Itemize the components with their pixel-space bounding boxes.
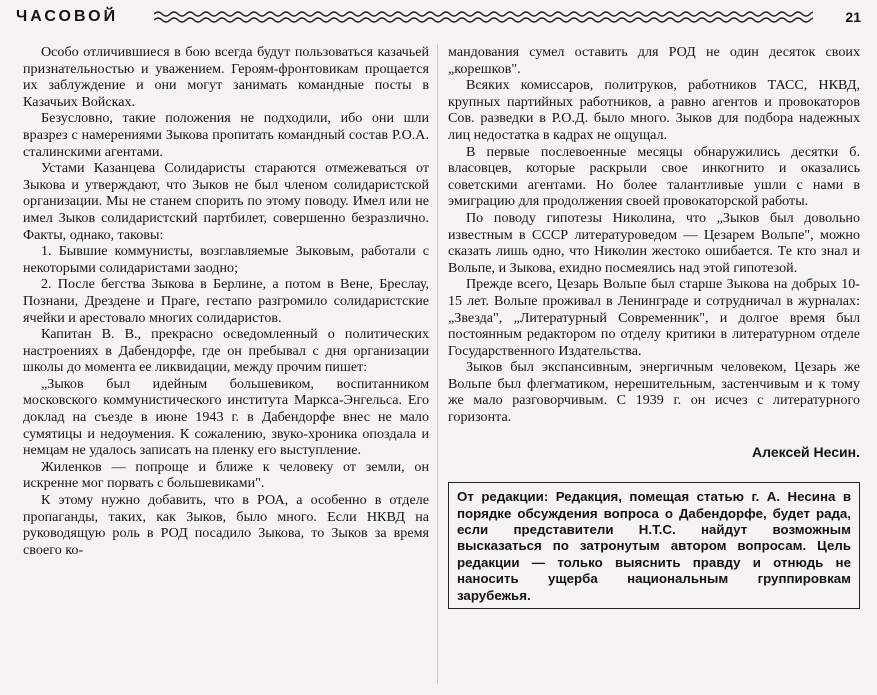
wavy-header-rule <box>154 9 813 25</box>
paragraph: Зыков был экспансивным, энергичным человеком, Цезарь же Вольпе был флегматиком, нерешительным, застенчивым и к тому же мало разговорчивым. С 1939 г. он исчез с литературного горизонта. <box>448 359 860 426</box>
quoted-paragraph: Жиленков — попроще и ближе к человеку от земли, он искренне мог порвать с большевиками". <box>23 458 429 492</box>
paragraph: По поводу гипотезы Николина, что „Зыков был довольно известным в СССР литературоведом — Цезарем Вольпе", можно сказать лишь одно, что Николин жестоко ошибается. Те кто знал и Вольпе, и Зыкова, ехидно посмеялись над этой гипотезой. <box>448 209 860 276</box>
masthead-title: ЧАСОВОЙ <box>16 8 119 25</box>
paragraph: 2. После бегства Зыкова в Берлине, а потом в Вене, Бреслау, Познани, Дрездене и Праге, гестапо разгромило солидаристские ячейки и арестовало многих солидаристов. <box>23 276 429 326</box>
author-signature: Алексей Несин. <box>752 443 860 460</box>
quoted-paragraph: „Зыков был идейным большевиком, воспитанником московского коммунистического института Маркса-Энгельса. Его доклад на съезде в июне 1943 г. в Дабендорфе внес не мало сумятицы и недоумения. К сожалению, звуко-хроника опоздала и немцам не удалось записать на пленку его выступление. <box>23 375 429 459</box>
editorial-text: Редакция, помещая статью г. А. Несина в порядке обсуждения вопроса о Дабендорфе, будет рада, если представители Н.Т.С. найдут возможным высказаться по затронутым автором вопросам. Цель редакции — только выяснить правду и отнюдь не наносить ущерба национальным группировкам зарубежья. <box>457 489 852 603</box>
paragraph: Прежде всего, Цезарь Вольпе был старше Зыкова на добрых 10-15 лет. Вольпе проживал в Ленинграде и сотрудничал в журналах: „Звезда", „Литературный Современник", и долгое время был постоянным редактором по отделу критики в литературном отделе Государственного Издательства. <box>448 276 860 359</box>
editorial-note <box>448 482 860 609</box>
right-column <box>448 44 860 609</box>
column-divider <box>437 44 438 684</box>
left-column <box>23 44 429 558</box>
paragraph: Особо отличившиеся в бою всегда будут пользоваться казачьей признательностью и уважением. Героям-фронтовикам прощается их заблуждение и они могут занимать командные посты в Казачьих Войсках. <box>23 44 429 110</box>
page-header <box>16 5 861 29</box>
paragraph: В первые послевоенные месяцы обнаружились десятки б. власовцев, которые раскрыли свое инкогнито и оказались советскими агентами. Но более талантливые ушли с нами в эмиграцию для продолжения своей провокаторской работы. <box>448 143 860 210</box>
paragraph-continuation: мандования сумел оставить для РОД не один десяток своих „корешков". <box>448 44 860 77</box>
paragraph: 1. Бывшие коммунисты, возглавляемые Зыковым, работали с некоторыми солидаристами заодно; <box>23 243 429 276</box>
paragraph: Устами Казанцева Солидаристы стараются отмежеваться от Зыкова и утверждают, что Зыков не был членом солидаристской организации. Мы не станем спорить по этому поводу. Имел или не имел Зыков солидаристский партбилет, совершенно безразлично. Факты, однако, таковы: <box>23 160 429 243</box>
paragraph: Капитан В. В., прекрасно осведомленный о политических настроениях в Дабендорфе, где он пребывал с дня организации школы до момента ее ликвидации, между прочим пишет: <box>23 326 429 376</box>
paragraph: К этому нужно добавить, что в РОА, а особенно в отделе пропаганды, таких, как Зыков, было много. Если НКВД на руководящую роль в РОД посадило Зыкова, то Зыков за время своего ко- <box>23 492 429 558</box>
editorial-label: От редакции: <box>457 489 549 505</box>
paragraph: Безусловно, такие положения не подходили, ибо они шли вразрез с намерениями Зыкова пропитать командный состав Р.О.А. сталинскими агентами. <box>23 110 429 160</box>
paragraph: Всяких комиссаров, политруков, работников ТАСС, НКВД, крупных партийных работников, а равно агентов и провокаторов Сов. разведки в Р.О.Д. было много. Зыков для подбора надежных лиц недостатка в кадрах не ощущал. <box>448 77 860 143</box>
page-number: 21 <box>845 9 861 25</box>
